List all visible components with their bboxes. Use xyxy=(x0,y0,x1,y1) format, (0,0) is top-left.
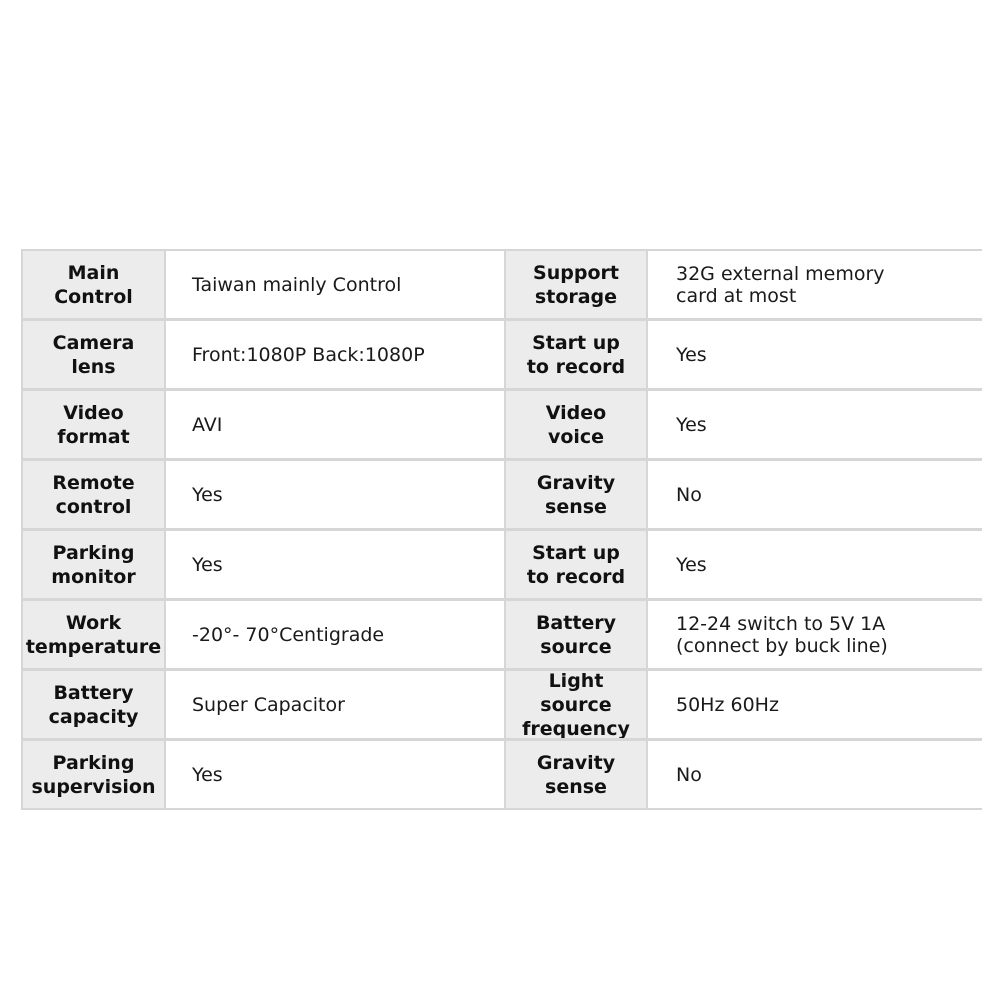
spec-label-gravity-sense: Gravity sense xyxy=(506,461,646,528)
spec-label-light-source-frequency: Light source frequency xyxy=(506,671,646,738)
spec-label-start-up-to-record: Start up to record xyxy=(506,321,646,388)
spec-value-battery-capacity: Super Capacitor xyxy=(166,671,504,738)
spec-value-gravity-sense-2: No xyxy=(648,741,983,808)
spec-value-parking-monitor: Yes xyxy=(166,531,504,598)
spec-label-camera-lens: Camera lens xyxy=(23,321,164,388)
spec-table xyxy=(21,249,982,810)
spec-label-battery-source: Battery source xyxy=(506,601,646,668)
spec-label-start-up-to-record-2: Start up to record xyxy=(506,531,646,598)
spec-label-gravity-sense-2: Gravity sense xyxy=(506,741,646,808)
spec-value-support-storage: 32G external memory card at most xyxy=(648,251,983,318)
spec-label-main-control: Main Control xyxy=(23,251,164,318)
spec-value-video-format: AVI xyxy=(166,391,504,458)
spec-label-parking-supervision: Parking supervision xyxy=(23,741,164,808)
spec-label-parking-monitor: Parking monitor xyxy=(23,531,164,598)
spec-value-start-up-to-record-2: Yes xyxy=(648,531,983,598)
spec-value-camera-lens: Front:1080P Back:1080P xyxy=(166,321,504,388)
spec-value-gravity-sense: No xyxy=(648,461,983,528)
spec-label-remote-control: Remote control xyxy=(23,461,164,528)
spec-label-video-format: Video format xyxy=(23,391,164,458)
spec-value-light-source-frequency: 50Hz 60Hz xyxy=(648,671,983,738)
spec-value-main-control: Taiwan mainly Control xyxy=(166,251,504,318)
spec-label-support-storage: Support storage xyxy=(506,251,646,318)
spec-value-remote-control: Yes xyxy=(166,461,504,528)
spec-value-battery-source: 12-24 switch to 5V 1A (connect by buck line) xyxy=(648,601,983,668)
spec-value-video-voice: Yes xyxy=(648,391,983,458)
spec-value-start-up-to-record: Yes xyxy=(648,321,983,388)
spec-label-video-voice: Video voice xyxy=(506,391,646,458)
spec-label-work-temperature: Work temperature xyxy=(23,601,164,668)
spec-label-battery-capacity: Battery capacity xyxy=(23,671,164,738)
spec-value-work-temperature: -20°- 70°Centigrade xyxy=(166,601,504,668)
spec-value-parking-supervision: Yes xyxy=(166,741,504,808)
